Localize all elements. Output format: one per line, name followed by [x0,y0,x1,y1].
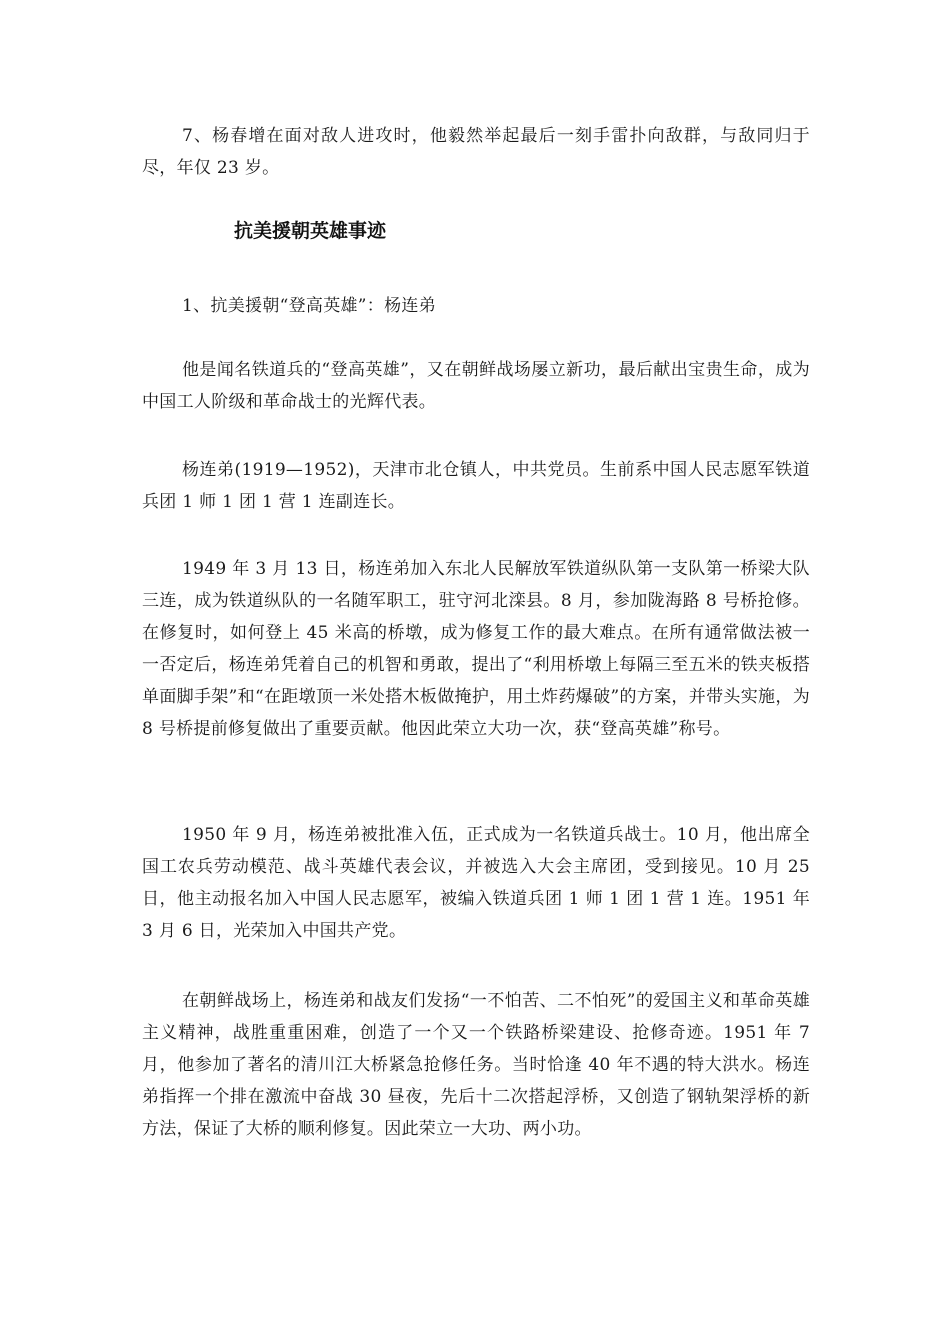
section-heading: 抗美援朝英雄事迹 [234,220,387,242]
subheading-yang-lianndi: 1、抗美援朝“登高英雄”：杨连弟 [182,296,436,316]
paragraph-intro: 他是闻名铁道兵的“登高英雄”，又在朝鲜战场屡立新功，最后献出宝贵生命，成为中国工人阶级和革命战士的光辉代表。 [142,360,810,412]
paragraph-yang-chunzeng: 7、杨春增在面对敌人进攻时，他毅然举起最后一刻手雷扑向敌群，与敌同归于尽，年仅 23 岁。 [142,126,810,178]
paragraph-biography: 杨连弟(1919—1952)，天津市北仓镇人，中共党员。生前系中国人民志愿军铁道兵团 1 师 1 团 1 营 1 连副连长。 [142,460,810,512]
paragraph-1950: 1950 年 9 月，杨连弟被批准入伍，正式成为一名铁道兵战士。10 月，他出席全国工农兵劳动模范、战斗英雄代表会议，并被选入大会主席团，受到接见。10 月 25 日，他主动报名加入中国人民志愿军，被编入铁道兵团 1 师 1 团 1 营 1 连。1951 年 3 月 6 日，光荣加入中国共产党。 [142,825,810,941]
paragraph-korea: 在朝鲜战场上，杨连弟和战友们发扬“一不怕苦、二不怕死”的爱国主义和革命英雄主义精神，战胜重重困难，创造了一个又一个铁路桥梁建设、抢修奇迹。1951 年 7 月，他参加了著名的清川江大桥紧急抢修任务。当时恰逢 40 年不遇的特大洪水。杨连弟指挥一个排在激流中奋战 30 昼夜，先后十二次搭起浮桥，又创造了钢轨架浮桥的新方法，保证了大桥的顺利修复。因此荣立一大功、两小功。 [142,991,810,1139]
paragraph-1949: 1949 年 3 月 13 日，杨连弟加入东北人民解放军铁道纵队第一支队第一桥梁大队三连，成为铁道纵队的一名随军职工，驻守河北滦县。8 月，参加陇海路 8 号桥抢修。在修复时，如何登上 45 米高的桥墩，成为修复工作的最大难点。在所有通常做法被一一否定后，杨连弟凭着自己的机智和勇敢，提出了“利用桥墩上每隔三至五米的铁夹板搭单面脚手架”和“在距墩顶一米处搭木板做掩护，用土炸药爆破”的方案，并带头实施，为 8 号桥提前修复做出了重要贡献。他因此荣立大功一次，获“登高英雄”称号。 [142,559,810,739]
